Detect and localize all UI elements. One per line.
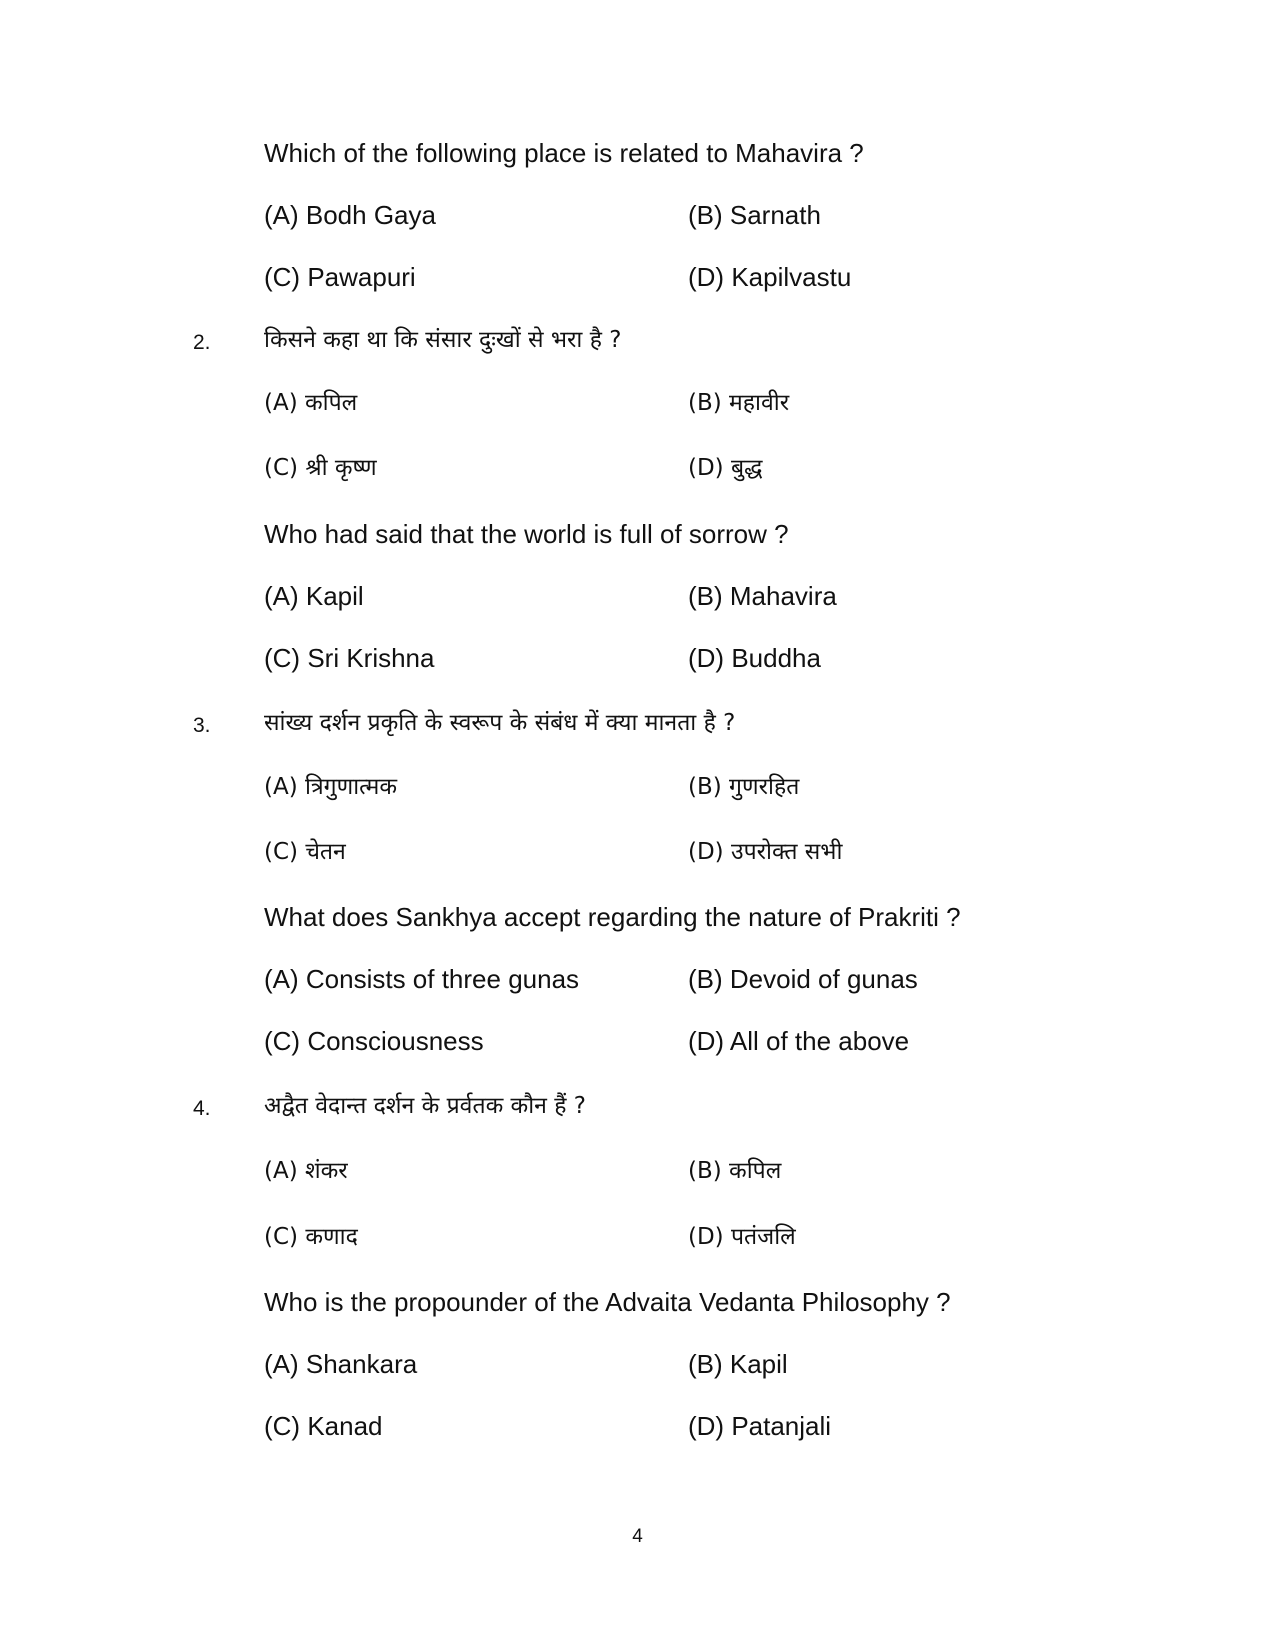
question-2-hindi-option-a: (A) कपिल: [264, 390, 358, 416]
question-4-hindi-option-b: (B) कपिल: [688, 1158, 782, 1184]
question-3-english-option-a: (A) Consists of three gunas: [264, 964, 580, 994]
question-4-hindi-text: अद्वैत वेदान्त दर्शन के प्रर्वतक कौन हैं ?: [264, 1093, 586, 1119]
question-2-english-option-d: (D) Buddha: [688, 643, 821, 673]
question-1-english-option-b: (B) Sarnath: [688, 200, 821, 230]
question-1-english-text: Which of the following place is related to Mahavira ?: [264, 138, 864, 168]
question-2-number: 2.: [193, 331, 211, 354]
question-3-english-text: What does Sankhya accept regarding the nature of Prakriti ?: [264, 902, 961, 932]
question-2-hindi-text: किसने कहा था कि संसार दुःखों से भरा है ?: [264, 327, 622, 353]
question-1-english-option-a: (A) Bodh Gaya: [264, 200, 436, 230]
question-2-english-option-a: (A) Kapil: [264, 581, 364, 611]
question-4-hindi-option-a: (A) शंकर: [264, 1158, 348, 1184]
question-4-hindi-option-d: (D) पतंजलि: [688, 1224, 796, 1250]
question-1-english-option-d: (D) Kapilvastu: [688, 262, 852, 292]
question-3-hindi-option-c: (C) चेतन: [264, 839, 346, 865]
question-3-english-option-d: (D) All of the above: [688, 1026, 910, 1056]
question-3-hindi-option-a: (A) त्रिगुणात्मक: [264, 774, 398, 800]
question-3-english-option-c: (C) Consciousness: [264, 1026, 484, 1056]
question-2-hindi-option-d: (D) बुद्ध: [688, 455, 763, 481]
question-4-hindi-option-c: (C) कणाद: [264, 1224, 358, 1250]
question-4-english-text: Who is the propounder of the Advaita Vedanta Philosophy ?: [264, 1287, 951, 1317]
question-4-english-option-b: (B) Kapil: [688, 1349, 788, 1379]
page-number: 4: [632, 1526, 643, 1547]
question-2-english-option-c: (C) Sri Krishna: [264, 643, 435, 673]
question-3-english-option-b: (B) Devoid of gunas: [688, 964, 918, 994]
question-3-hindi-option-b: (B) गुणरहित: [688, 774, 800, 800]
question-4-english-option-c: (C) Kanad: [264, 1411, 383, 1441]
question-2-hindi-option-b: (B) महावीर: [688, 390, 790, 416]
question-2-hindi-option-c: (C) श्री कृष्ण: [264, 455, 377, 481]
question-3-hindi-text: सांख्य दर्शन प्रकृति के स्वरूप के संबंध में क्या मानता है ?: [264, 710, 736, 736]
question-2-english-option-b: (B) Mahavira: [688, 581, 837, 611]
question-3-number: 3.: [193, 714, 211, 737]
question-1-english-option-c: (C) Pawapuri: [264, 262, 416, 292]
question-4-english-option-a: (A) Shankara: [264, 1349, 418, 1379]
question-3-hindi-option-d: (D) उपरोक्त सभी: [688, 839, 843, 865]
question-4-number: 4.: [193, 1097, 211, 1120]
question-2-english-text: Who had said that the world is full of sorrow ?: [264, 519, 789, 549]
question-4-english-option-d: (D) Patanjali: [688, 1411, 832, 1441]
